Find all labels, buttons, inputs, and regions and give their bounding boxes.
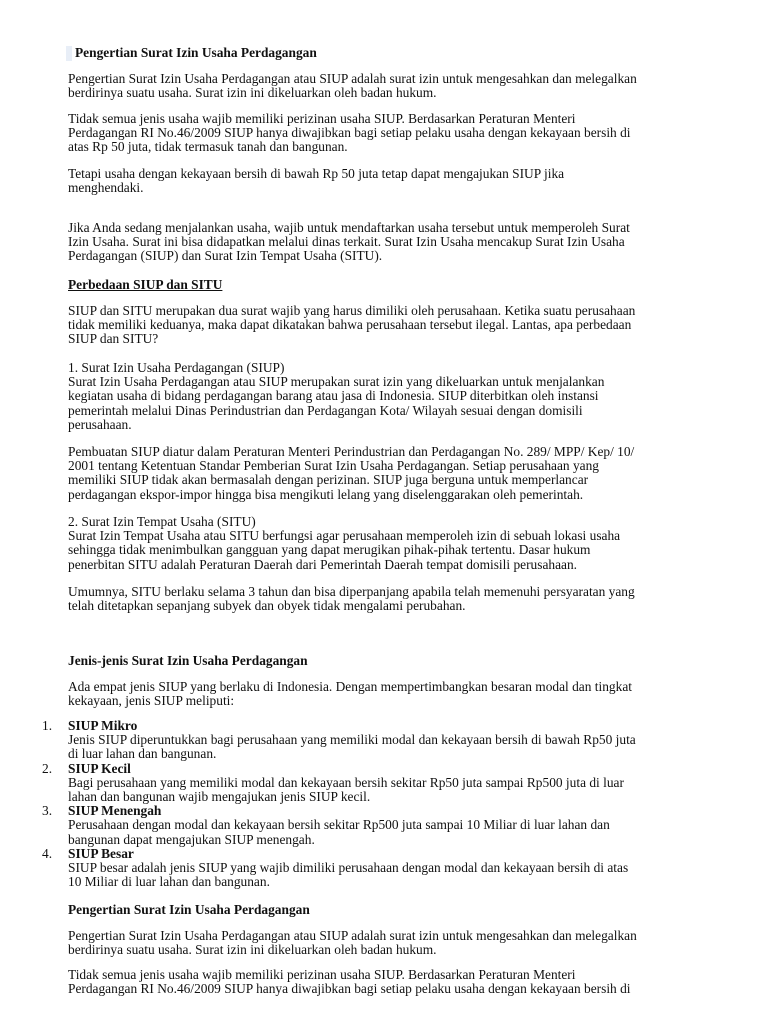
section-heading: Perbedaan SIUP dan SITU: [68, 277, 223, 292]
paragraph: [68, 968, 728, 996]
text-line: 2001 tentang Ketentuan Standar Pemberian Surat Izin Usaha Perdagangan. Setiap perusahaan yang: [68, 458, 599, 474]
text-line: Perdagangan RI No.46/2009 SIUP hanya diwajibkan bagi setiap pelaku usaha dengan kekayaan bersih di: [68, 125, 631, 141]
text-line: penerbitan SITU adalah Peraturan Daerah dari Pemerintah Daerah tempat domisili perusahaan.: [68, 556, 578, 572]
text-line: Surat Izin Usaha Perdagangan atau SIUP merupakan surat izin yang dikeluarkan untuk menjalankan: [68, 374, 605, 390]
text-line: Jenis SIUP diperuntukkan bagi perusahaan yang memiliki modal dan kekayaan bersih di bawah Rp50 juta: [68, 732, 636, 748]
text-line: bangunan dapat mengajukan SIUP menengah.: [68, 831, 315, 847]
text-line: 2. Surat Izin Tempat Usaha (SITU): [68, 514, 256, 529]
text-line: SIUP dan SITU?: [68, 331, 159, 347]
paragraph: [68, 72, 728, 100]
list-item: [42, 845, 728, 890]
list-item: [42, 760, 728, 805]
paragraph: [68, 361, 728, 432]
text-line: 1. Surat Izin Usaha Perdagangan (SIUP): [68, 360, 285, 375]
list-item-title: SIUP Besar: [68, 845, 134, 861]
paragraph: [68, 167, 728, 195]
text-line: Izin Usaha. Surat ini bisa didapatkan melalui dinas terkait. Surat Izin Usaha mencakup Surat Izin Usaha: [68, 234, 625, 250]
text-line: Pengertian Surat Izin Usaha Perdagangan atau SIUP adalah surat izin untuk mengesahkan dan melegalkan: [68, 71, 637, 86]
list-number: 1.: [42, 718, 53, 733]
text-line: kekayaan, jenis SIUP meliputi:: [68, 693, 235, 709]
text-line: Umumnya, SITU berlaku selama 3 tahun dan bisa diperpanjang apabila telah memenuhi persyaratan yang: [68, 584, 635, 599]
paragraph: [68, 515, 728, 572]
paragraph: [68, 304, 728, 347]
list-number: 4.: [42, 845, 53, 861]
list-number: 3.: [42, 803, 53, 819]
text-line: lahan dan bangunan wajib mengajukan jenis SIUP kecil.: [68, 789, 371, 805]
text-line: Surat Izin Tempat Usaha atau SITU berfungsi agar perusahaan memperoleh izin di sebuah lokasi usaha: [68, 528, 621, 544]
text-line: memiliki SIUP tidak akan bermasalah dengan perizinan. SIUP juga berguna untuk memperlancar: [68, 472, 589, 488]
heading-text: Pengertian Surat Izin Usaha Perdagangan: [75, 45, 317, 60]
text-line: Tidak semua jenis usaha wajib memiliki perizinan usaha SIUP. Berdasarkan Peraturan Menteri: [68, 967, 576, 982]
paragraph: [68, 112, 728, 155]
paragraph: [68, 929, 728, 957]
text-line: Jika Anda sedang menjalankan usaha, wajib untuk mendaftarkan usaha tersebut untuk memperoleh Surat: [68, 220, 630, 235]
text-line: di luar lahan dan bangunan.: [68, 746, 217, 762]
text-line: perusahaan.: [68, 416, 132, 432]
text-line: pemerintah melalui Dinas Perindustrian dan Perdagangan Kota/ Wilayah sesuai dengan domisili: [68, 402, 583, 418]
text-line: tidak memiliki keduanya, maka dapat dikatakan bahwa perusahaan tersebut ilegal. Lantas, apa perbedaan: [68, 317, 632, 333]
text-line: Pembuatan SIUP diatur dalam Peraturan Menteri Perindustrian dan Perdagangan No. 289/ MPP/ Kep/ 10/: [68, 444, 635, 459]
paragraph: [68, 585, 728, 613]
section-heading: Jenis-jenis Surat Izin Usaha Perdagangan: [68, 653, 308, 668]
siup-types-list: [42, 718, 728, 890]
text-line: Ada empat jenis SIUP yang berlaku di Indonesia. Dengan mempertimbangkan besaran modal dan tingkat: [68, 679, 632, 694]
text-line: Perdagangan RI No.46/2009 SIUP hanya diwajibkan bagi setiap pelaku usaha dengan kekayaan bersih di: [68, 981, 631, 997]
text-line: Perusahaan dengan modal dan kekayaan bersih sekitar Rp500 juta sampai 10 Miliar di luar lahan dan: [68, 817, 610, 833]
text-line: menghendaki.: [68, 180, 144, 196]
text-line: berdirinya suatu usaha. Surat izin ini dikeluarkan oleh badan hukum.: [68, 942, 437, 958]
text-line: sehingga tidak menimbulkan gangguan yang dapat merugikan pihak-pihak tertentu. Dasar hukum: [68, 542, 591, 558]
text-line: Tetapi usaha dengan kekayaan bersih di bawah Rp 50 juta tetap dapat mengajukan SIUP jika: [68, 166, 565, 181]
paragraph: [68, 445, 728, 502]
list-item-title: SIUP Mikro: [68, 718, 138, 733]
text-line: SIUP dan SITU merupakan dua surat wajib yang harus dimiliki oleh perusahaan. Ketika suatu perusahaan: [68, 303, 636, 318]
text-line: berdirinya suatu usaha. Surat izin ini dikeluarkan oleh badan hukum.: [68, 85, 437, 101]
list-number: 2.: [42, 760, 53, 776]
text-line: Bagi perusahaan yang memiliki modal dan kekayaan bersih sekitar Rp50 juta sampai Rp500 juta di luar: [68, 774, 624, 790]
text-line: perdagangan ekspor-impor hingga bisa mengikuti lelang yang diselenggarakan oleh pemerintah.: [68, 486, 584, 502]
heading-marker: [66, 46, 72, 61]
text-line: Pengertian Surat Izin Usaha Perdagangan atau SIUP adalah surat izin untuk mengesahkan dan melegalkan: [68, 928, 637, 943]
list-item-title: SIUP Kecil: [68, 760, 131, 776]
list-item: [42, 718, 728, 762]
text-line: 10 Miliar di luar lahan dan bangunan.: [68, 874, 270, 890]
list-item-title: SIUP Menengah: [68, 803, 162, 819]
list-item: [42, 803, 728, 847]
paragraph: [68, 221, 728, 264]
text-line: atas Rp 50 juta, tidak termasuk tanah dan bangunan.: [68, 139, 348, 155]
text-line: telah ditetapkan sepanjang subyek dan obyek tidak mengalami perubahan.: [68, 598, 466, 614]
text-line: SIUP besar adalah jenis SIUP yang wajib dimiliki perusahaan dengan modal dan kekayaan bersih di atas: [68, 860, 629, 876]
text-line: Perdagangan (SIUP) dan Surat Izin Tempat Usaha (SITU).: [68, 248, 383, 264]
paragraph: [68, 680, 728, 708]
text-line: kegiatan usaha di bidang perdagangan barang atau jasa di Indonesia. SIUP diterbitkan oleh instansi: [68, 388, 599, 404]
section-heading: [68, 46, 317, 60]
text-line: Tidak semua jenis usaha wajib memiliki perizinan usaha SIUP. Berdasarkan Peraturan Menteri: [68, 111, 576, 126]
section-heading: Pengertian Surat Izin Usaha Perdagangan: [68, 902, 310, 917]
